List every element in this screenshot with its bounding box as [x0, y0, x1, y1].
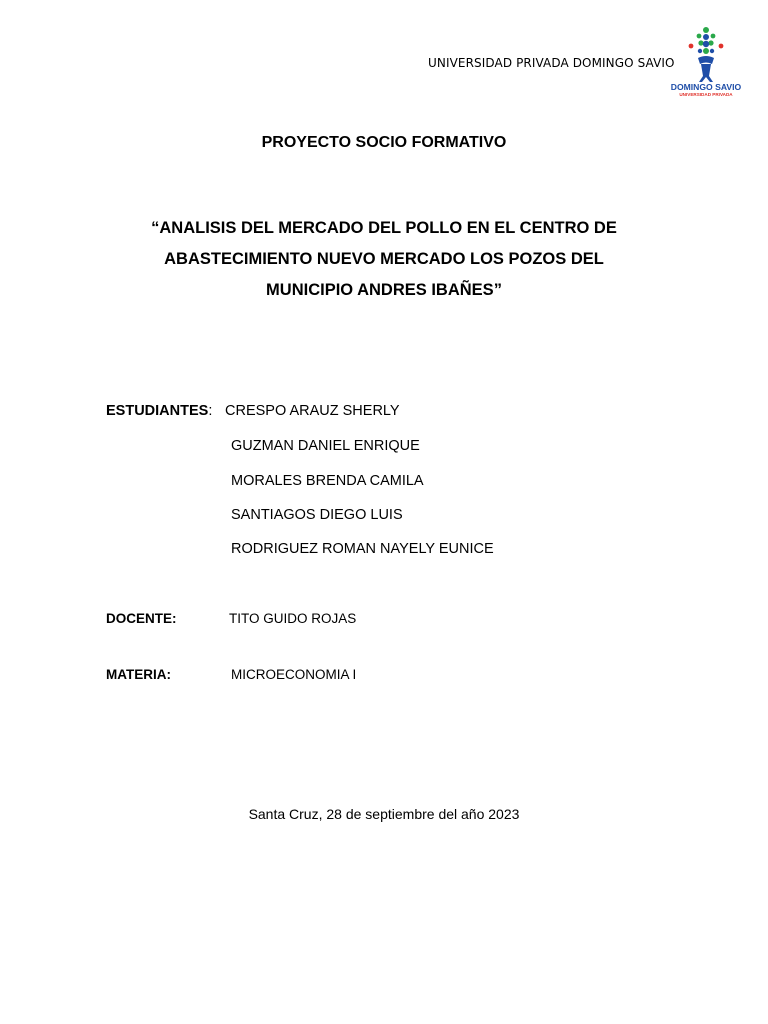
student-name: MORALES BRENDA CAMILA [231, 473, 424, 489]
project-type-heading: PROYECTO SOCIO FORMATIVO [261, 134, 507, 151]
title-line: ABASTECIMIENTO NUEVO MERCADO LOS POZOS DEL [164, 250, 604, 268]
student-name: SANTIAGOS DIEGO LUIS [231, 507, 403, 523]
logo-sub-text: UNIVERSIDAD PRIVADA [679, 92, 733, 97]
student-name: GUZMAN DANIEL ENRIQUE [231, 438, 420, 454]
students-label: ESTUDIANTES: [106, 403, 213, 419]
university-name: UNIVERSIDAD PRIVADA DOMINGO SAVIO [428, 56, 675, 70]
title-line: MUNICIPIO ANDRES IBAÑES” [266, 281, 502, 299]
title-line: “ANALISIS DEL MERCADO DEL POLLO EN EL CENTRO DE [151, 219, 617, 237]
domingo-savio-logo-icon [668, 24, 744, 100]
subject-label: MATERIA: [106, 667, 171, 682]
logo-brand-text: DOMINGO SAVIO [670, 82, 742, 92]
student-name: CRESPO ARAUZ SHERLY [225, 403, 400, 419]
project-title [100, 213, 668, 306]
university-logo [668, 24, 744, 100]
student-name: RODRIGUEZ ROMAN NAYELY EUNICE [231, 541, 494, 557]
place-date-line: Santa Cruz, 28 de septiembre del año 2023 [248, 806, 520, 822]
teacher-label: DOCENTE: [106, 611, 177, 626]
subject-name: MICROECONOMIA I [231, 667, 357, 682]
teacher-name: TITO GUIDO ROJAS [229, 611, 357, 626]
